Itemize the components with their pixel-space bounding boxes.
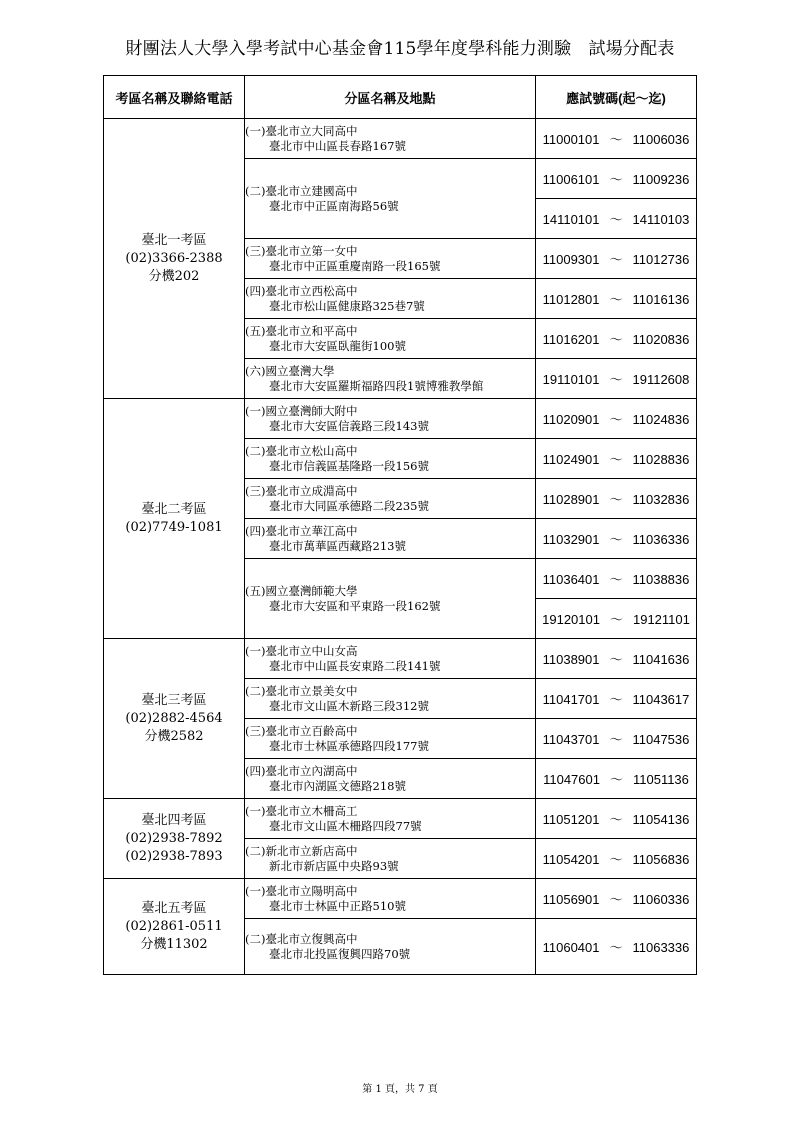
range-separator: ～ xyxy=(609,332,623,347)
site-cell xyxy=(245,439,536,479)
region-phone: (02)7749-1081 xyxy=(125,519,223,535)
range-start: 11012801 xyxy=(542,292,600,307)
range-end: 11028836 xyxy=(632,452,690,467)
site-address: 臺北市中山區長春路167號 xyxy=(269,138,406,153)
range-end: 14110103 xyxy=(632,212,690,227)
site-name: (三)臺北市立第一女中 xyxy=(245,243,358,258)
page-title: 財團法人大學入學考試中心基金會115學年度學科能力測驗 試場分配表 xyxy=(125,39,675,59)
region-cell-taipei-4 xyxy=(104,799,245,879)
number-range xyxy=(536,439,697,479)
site-cell xyxy=(245,919,536,975)
range-start: 11051201 xyxy=(542,812,600,827)
region-phone: (02)2861-0511 xyxy=(125,918,223,934)
range-start: 11016201 xyxy=(542,332,600,347)
site-name: (三)臺北市立成淵高中 xyxy=(245,483,358,498)
region-phone: (02)2938-7892 xyxy=(125,830,223,846)
site-cell xyxy=(245,559,536,639)
table-row xyxy=(104,879,697,919)
site-address: 臺北市中山區長安東路二段141號 xyxy=(269,658,441,673)
range-start: 11036401 xyxy=(542,572,600,587)
site-name: (四)臺北市立華江高中 xyxy=(245,523,358,538)
range-start: 11028901 xyxy=(542,492,600,507)
site-name: (五)臺北市立和平高中 xyxy=(245,323,358,338)
range-end: 11056836 xyxy=(632,852,690,867)
number-range xyxy=(536,679,697,719)
site-name: (五)國立臺灣師範大學 xyxy=(245,583,358,598)
number-range xyxy=(536,319,697,359)
site-cell xyxy=(245,479,536,519)
range-separator: ～ xyxy=(609,132,623,147)
site-name: (一)臺北市立木柵高工 xyxy=(245,803,358,818)
region-extension: 分機2582 xyxy=(144,728,204,744)
range-end: 11043617 xyxy=(632,692,690,707)
table-row xyxy=(104,799,697,839)
site-name: (六)國立臺灣大學 xyxy=(245,363,335,378)
range-start: 11038901 xyxy=(542,652,600,667)
site-cell xyxy=(245,279,536,319)
site-address: 臺北市大安區信義路三段143號 xyxy=(269,418,429,433)
site-cell xyxy=(245,239,536,279)
table-header-row xyxy=(104,76,697,119)
region-phone: (02)2882-4564 xyxy=(125,710,223,726)
range-end: 11063336 xyxy=(632,940,690,955)
site-address: 臺北市信義區基隆路一段156號 xyxy=(269,458,429,473)
range-start: 11054201 xyxy=(542,852,600,867)
number-range xyxy=(536,479,697,519)
range-end: 11009236 xyxy=(632,172,690,187)
site-name: (四)臺北市立內湖高中 xyxy=(245,763,358,778)
range-separator: ～ xyxy=(609,412,623,427)
range-separator: ～ xyxy=(609,172,623,187)
range-end: 11051136 xyxy=(632,772,689,787)
site-name: (一)臺北市立陽明高中 xyxy=(245,883,358,898)
number-range xyxy=(536,279,697,319)
range-end: 11054136 xyxy=(632,812,690,827)
site-name: (一)臺北市立中山女高 xyxy=(245,643,358,658)
number-range xyxy=(536,519,697,559)
site-cell xyxy=(245,319,536,359)
range-separator: ～ xyxy=(609,652,623,667)
number-range xyxy=(536,759,697,799)
range-start: 19120101 xyxy=(542,612,600,627)
site-address: 臺北市北投區復興四路70號 xyxy=(269,946,411,961)
number-range xyxy=(536,719,697,759)
number-range xyxy=(536,799,697,839)
region-name: 臺北三考區 xyxy=(141,692,207,708)
range-end: 11047536 xyxy=(632,732,690,747)
header-region: 考區名稱及聯絡電話 xyxy=(104,76,245,119)
region-extension: 分機11302 xyxy=(140,936,208,952)
range-start: 11009301 xyxy=(542,252,600,267)
range-end: 11041636 xyxy=(632,652,690,667)
number-range xyxy=(536,919,697,975)
site-address: 新北市新店區中央路93號 xyxy=(269,858,399,873)
site-address: 臺北市松山區健康路325巷7號 xyxy=(269,298,425,313)
table-row xyxy=(104,399,697,439)
range-separator: ～ xyxy=(609,452,623,467)
site-address: 臺北市大安區羅斯福路四段1號博雅教學館 xyxy=(269,378,484,393)
range-separator: ～ xyxy=(609,772,623,787)
range-separator: ～ xyxy=(609,852,623,867)
range-end: 11006036 xyxy=(632,132,690,147)
site-name: (二)臺北市立建國高中 xyxy=(245,183,358,198)
site-address: 臺北市內湖區文德路218號 xyxy=(269,778,406,793)
range-end: 19112608 xyxy=(632,372,690,387)
range-start: 11047601 xyxy=(543,772,600,787)
table-row xyxy=(104,639,697,679)
site-name: (一)臺北市立大同高中 xyxy=(245,123,358,138)
range-separator: ～ xyxy=(609,812,623,827)
site-address: 臺北市大安區臥龍街100號 xyxy=(269,338,406,353)
site-cell xyxy=(245,359,536,399)
number-range xyxy=(536,839,697,879)
range-separator: ～ xyxy=(609,292,623,307)
range-separator: ～ xyxy=(609,692,623,707)
range-start: 11060401 xyxy=(542,940,600,955)
site-cell xyxy=(245,399,536,439)
region-extension: 分機202 xyxy=(148,268,200,284)
site-address: 臺北市文山區木柵路四段77號 xyxy=(269,818,422,833)
range-separator: ～ xyxy=(609,252,623,267)
range-separator: ～ xyxy=(609,892,623,907)
range-end: 11024836 xyxy=(632,412,690,427)
range-end: 11060336 xyxy=(632,892,690,907)
number-range xyxy=(536,879,697,919)
site-address: 臺北市大安區和平東路一段162號 xyxy=(269,598,441,613)
site-cell xyxy=(245,839,536,879)
region-phone-2: (02)2938-7893 xyxy=(125,848,223,864)
range-start: 19110101 xyxy=(542,372,600,387)
site-cell xyxy=(245,119,536,159)
region-cell-taipei-2 xyxy=(104,399,245,639)
number-range xyxy=(536,639,697,679)
range-start: 11041701 xyxy=(542,692,600,707)
range-separator: ～ xyxy=(609,612,623,627)
range-start: 11006101 xyxy=(542,172,600,187)
site-cell xyxy=(245,639,536,679)
range-separator: ～ xyxy=(609,732,623,747)
region-name: 臺北四考區 xyxy=(141,812,207,828)
range-end: 11038836 xyxy=(632,572,690,587)
range-start: 14110101 xyxy=(542,212,600,227)
range-start: 11032901 xyxy=(542,532,600,547)
site-cell xyxy=(245,679,536,719)
range-separator: ～ xyxy=(609,212,623,227)
site-name: (四)臺北市立西松高中 xyxy=(245,283,358,298)
site-cell xyxy=(245,799,536,839)
site-name: (二)臺北市立復興高中 xyxy=(245,931,358,946)
site-address: 臺北市大同區承德路二段235號 xyxy=(269,498,429,513)
range-end: 11012736 xyxy=(632,252,690,267)
range-separator: ～ xyxy=(609,940,623,955)
table-row xyxy=(104,119,697,159)
range-start: 11020901 xyxy=(542,412,600,427)
region-name: 臺北一考區 xyxy=(141,232,207,248)
region-name: 臺北五考區 xyxy=(141,900,207,916)
range-end: 19121101 xyxy=(632,612,690,627)
header-site: 分區名稱及地點 xyxy=(245,76,536,119)
region-cell-taipei-5 xyxy=(104,879,245,975)
allocation-table xyxy=(103,75,697,975)
site-name: (二)臺北市立松山高中 xyxy=(245,443,358,458)
number-range xyxy=(536,399,697,439)
region-cell-taipei-3 xyxy=(104,639,245,799)
site-name: (三)臺北市立百齡高中 xyxy=(245,723,358,738)
site-address: 臺北市士林區中正路510號 xyxy=(269,898,406,913)
number-range xyxy=(536,119,697,159)
site-address: 臺北市中正區南海路56號 xyxy=(269,198,399,213)
range-separator: ～ xyxy=(609,492,623,507)
page-footer: 第 1 頁，共 7 頁 xyxy=(362,1084,438,1095)
site-cell xyxy=(245,519,536,559)
number-range xyxy=(536,199,697,239)
range-end: 11036336 xyxy=(632,532,690,547)
range-start: 11000101 xyxy=(542,132,600,147)
header-numbers: 應試號碼(起～迄) xyxy=(536,76,697,119)
site-name: (一)國立臺灣師大附中 xyxy=(245,403,358,418)
site-cell xyxy=(245,159,536,239)
site-address: 臺北市士林區承德路四段177號 xyxy=(269,738,429,753)
region-phone: (02)3366-2388 xyxy=(125,250,223,266)
range-end: 11016136 xyxy=(632,292,690,307)
number-range xyxy=(536,599,697,639)
range-end: 11020836 xyxy=(632,332,690,347)
site-cell xyxy=(245,879,536,919)
site-address: 臺北市萬華區西藏路213號 xyxy=(269,538,406,553)
range-separator: ～ xyxy=(609,532,623,547)
range-start: 11043701 xyxy=(542,732,600,747)
number-range xyxy=(536,359,697,399)
site-cell xyxy=(245,719,536,759)
range-start: 11056901 xyxy=(542,892,600,907)
range-start: 11024901 xyxy=(542,452,600,467)
number-range xyxy=(536,559,697,599)
site-address: 臺北市中正區重慶南路一段165號 xyxy=(269,258,441,273)
site-cell xyxy=(245,759,536,799)
site-name: (二)新北市立新店高中 xyxy=(245,843,358,858)
number-range xyxy=(536,239,697,279)
region-name: 臺北二考區 xyxy=(141,501,207,517)
range-separator: ～ xyxy=(609,572,623,587)
number-range xyxy=(536,159,697,199)
site-name: (二)臺北市立景美女中 xyxy=(245,683,358,698)
range-end: 11032836 xyxy=(632,492,690,507)
site-address: 臺北市文山區木新路三段312號 xyxy=(269,698,429,713)
range-separator: ～ xyxy=(609,372,623,387)
region-cell-taipei-1 xyxy=(104,119,245,399)
